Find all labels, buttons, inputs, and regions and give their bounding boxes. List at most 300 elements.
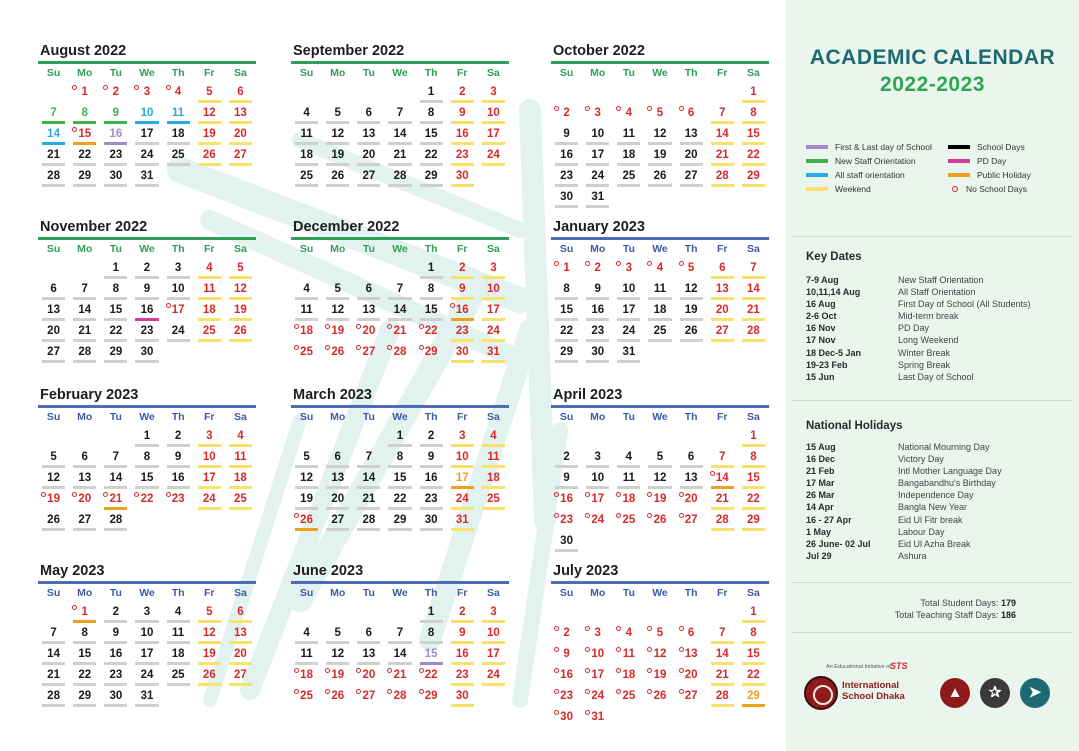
weekday-label: Su (46, 587, 61, 599)
school-marker (617, 142, 640, 145)
weekday-label: Su (46, 243, 61, 255)
day-cell (131, 687, 162, 708)
no-school-ring-icon (679, 106, 684, 111)
day-cell (676, 167, 707, 188)
school-marker (295, 142, 318, 145)
no-school-ring-icon (166, 85, 171, 90)
day-number: 31 (591, 711, 605, 723)
weekend-marker (482, 360, 505, 363)
day-number: 24 (140, 149, 154, 161)
legend-label: School Days (977, 142, 1025, 152)
day-cell (447, 687, 478, 708)
month-october-2022 (551, 42, 769, 209)
weekend-marker (742, 142, 765, 145)
day-number: 19 (653, 669, 667, 681)
day-number: 31 (455, 514, 469, 526)
day-number: 25 (622, 170, 636, 182)
day-cell (551, 490, 582, 511)
national-holidays-title: National Holidays (806, 420, 903, 432)
day-cell (131, 666, 162, 687)
empty-day-cell (707, 603, 738, 624)
school-marker (326, 507, 349, 510)
school-marker (73, 641, 96, 644)
day-number: 4 (303, 283, 310, 295)
legend-item-pd (948, 156, 1006, 166)
day-number: 27 (234, 669, 247, 681)
allstaff-marker (167, 121, 190, 124)
weekend-marker (742, 683, 765, 686)
school-marker (420, 121, 443, 124)
day-cell (100, 490, 131, 511)
day-number: 27 (47, 346, 60, 358)
day-number: 25 (300, 346, 313, 358)
day-cell (644, 687, 675, 708)
school-marker (555, 184, 578, 187)
day-cell (478, 624, 509, 645)
key-date-description: All Staff Orientation (898, 287, 976, 298)
day-cell (738, 666, 769, 687)
day-number: 22 (78, 149, 92, 161)
day-cell (100, 343, 131, 364)
day-number: 31 (140, 170, 154, 182)
day-cell (163, 125, 194, 146)
day-cell (416, 167, 447, 188)
day-cell (194, 448, 225, 469)
day-cell (676, 146, 707, 167)
weekend-marker (229, 100, 252, 103)
weekend-marker (711, 276, 734, 279)
weekend-marker (198, 142, 221, 145)
day-cell (384, 448, 415, 469)
day-number: 27 (715, 325, 729, 337)
school-marker (42, 339, 65, 342)
weekend-marker (451, 184, 474, 187)
week-row (291, 301, 509, 322)
weekday-label: Tu (622, 67, 635, 79)
empty-day-cell (194, 511, 225, 532)
no-school-ring-icon (294, 345, 299, 350)
day-cell (416, 603, 447, 624)
day-number: 26 (202, 149, 216, 161)
weekend-marker (229, 121, 252, 124)
day-number: 12 (653, 472, 667, 484)
day-cell (416, 666, 447, 687)
weekend-marker (198, 662, 221, 665)
weekend-marker (229, 163, 252, 166)
day-number: 13 (78, 472, 92, 484)
school-marker (586, 360, 609, 363)
day-number: 12 (684, 283, 698, 295)
day-number: 15 (78, 128, 92, 140)
weekday-label: Fr (204, 67, 215, 79)
day-number: 24 (591, 690, 605, 702)
empty-day-cell (38, 427, 69, 448)
weekday-label: Sa (746, 587, 760, 599)
empty-day-cell (738, 708, 769, 729)
day-number: 8 (750, 627, 757, 639)
school-marker (167, 683, 190, 686)
school-marker (357, 297, 380, 300)
key-date-date: 7-9 Aug (806, 275, 839, 285)
no-school-ring-icon (616, 492, 621, 497)
day-number: 14 (362, 472, 376, 484)
day-number: 30 (109, 690, 123, 702)
no-school-ring-icon (325, 689, 330, 694)
weekend-marker (482, 297, 505, 300)
weekday-label: We (652, 243, 668, 255)
day-number: 28 (393, 170, 407, 182)
empty-day-cell (353, 603, 384, 624)
school-marker (104, 704, 127, 707)
day-cell (551, 624, 582, 645)
day-number: 8 (81, 107, 88, 119)
day-number: 29 (560, 346, 573, 358)
day-number: 23 (109, 149, 123, 161)
day-cell (291, 280, 322, 301)
school-marker (42, 297, 65, 300)
day-cell (551, 322, 582, 343)
day-number: 28 (47, 690, 60, 702)
day-number: 20 (362, 669, 376, 681)
empty-day-cell (738, 343, 769, 364)
school-marker (104, 184, 127, 187)
school-marker (42, 465, 65, 468)
no-school-ring-icon (679, 513, 684, 518)
empty-day-cell (322, 259, 353, 280)
empty-day-cell (613, 532, 644, 553)
no-school-ring-icon (647, 689, 652, 694)
day-number: 9 (143, 283, 151, 295)
school-marker (104, 620, 127, 623)
day-number: 21 (393, 149, 407, 161)
day-number: 7 (81, 283, 88, 295)
day-cell (291, 301, 322, 322)
day-cell (613, 666, 644, 687)
weekday-label: Mo (590, 411, 606, 423)
day-cell (676, 666, 707, 687)
week-row (38, 645, 256, 666)
day-cell (478, 146, 509, 167)
week-row (551, 301, 769, 322)
day-number: 27 (684, 514, 698, 526)
day-number: 4 (303, 107, 310, 119)
day-cell (69, 167, 100, 188)
weekday-header (551, 584, 769, 603)
total-student-days (786, 598, 1016, 608)
day-number: 17 (140, 128, 154, 140)
school-marker (42, 704, 65, 707)
day-number: 22 (747, 149, 760, 161)
school-marker (73, 184, 96, 187)
no-school-ring-icon (585, 689, 590, 694)
week-row (291, 280, 509, 301)
day-cell (69, 687, 100, 708)
day-cell (225, 448, 256, 469)
day-number: 27 (684, 170, 698, 182)
week-row (291, 511, 509, 532)
day-number: 19 (684, 304, 698, 316)
day-cell (225, 490, 256, 511)
weekday-label: Fr (204, 411, 215, 423)
weekday-label: We (139, 411, 155, 423)
day-number: 8 (563, 283, 570, 295)
day-number: 13 (331, 472, 345, 484)
school-marker (135, 683, 158, 686)
school-marker (104, 662, 127, 665)
day-cell (582, 125, 613, 146)
day-number: 26 (684, 325, 698, 337)
weekday-label: We (392, 243, 408, 255)
weekday-label: Mo (330, 587, 346, 599)
day-cell (738, 167, 769, 188)
school-marker (420, 444, 443, 447)
day-cell (478, 322, 509, 343)
day-number: 5 (303, 451, 310, 463)
weekend-marker (451, 662, 474, 665)
weekend-marker (198, 121, 221, 124)
day-cell (551, 301, 582, 322)
holiday-description: Intl Mother Language Day (898, 466, 1002, 477)
weekday-label: Tu (109, 67, 122, 79)
day-cell (163, 624, 194, 645)
day-cell (738, 469, 769, 490)
empty-day-cell (225, 167, 256, 188)
day-cell (131, 322, 162, 343)
day-cell (738, 280, 769, 301)
day-cell (416, 125, 447, 146)
month-july-2023 (551, 562, 769, 729)
school-marker (586, 486, 609, 489)
weekday-label: Th (424, 587, 438, 599)
day-cell (131, 104, 162, 125)
day-number: 5 (50, 451, 57, 463)
day-cell (707, 511, 738, 532)
empty-day-cell (551, 603, 582, 624)
day-cell (225, 104, 256, 125)
day-number: 22 (424, 325, 438, 337)
day-number: 13 (362, 304, 376, 316)
day-cell (225, 645, 256, 666)
day-cell (194, 645, 225, 666)
day-cell (353, 490, 384, 511)
key-date-row (806, 310, 1068, 322)
day-number: 23 (424, 493, 438, 505)
day-number: 2 (459, 86, 466, 98)
day-number: 25 (202, 325, 216, 337)
school-marker (420, 163, 443, 166)
day-number: 7 (719, 451, 726, 463)
divider (792, 632, 1073, 633)
day-cell (322, 104, 353, 125)
weekend-marker (482, 507, 505, 510)
day-number: 17 (487, 128, 500, 140)
day-cell (478, 666, 509, 687)
day-cell (353, 280, 384, 301)
day-cell (163, 666, 194, 687)
day-cell (38, 322, 69, 343)
day-cell (225, 83, 256, 104)
day-number: 4 (303, 627, 310, 639)
school-marker (295, 641, 318, 644)
school-marker (326, 121, 349, 124)
weekday-label: Sa (233, 67, 247, 79)
day-number: 5 (206, 86, 213, 98)
no-school-ring-icon (294, 689, 299, 694)
day-number: 15 (560, 304, 573, 316)
school-marker (104, 528, 127, 531)
no-school-ring-icon (679, 647, 684, 652)
day-number: 6 (687, 627, 695, 639)
day-number: 8 (396, 451, 404, 463)
day-cell (69, 448, 100, 469)
school-marker (326, 184, 349, 187)
school-marker (357, 318, 380, 321)
day-number: 4 (625, 627, 633, 639)
day-number: 31 (591, 191, 605, 203)
day-cell (384, 167, 415, 188)
weekday-label: Mo (330, 411, 346, 423)
day-number: 13 (234, 627, 247, 639)
weekday-label: Th (684, 243, 698, 255)
day-number: 15 (747, 128, 760, 140)
day-cell (447, 427, 478, 448)
day-cell (225, 280, 256, 301)
day-number: 24 (591, 170, 605, 182)
week-row (291, 490, 509, 511)
day-number: 26 (653, 170, 667, 182)
day-cell (291, 167, 322, 188)
empty-day-cell (384, 83, 415, 104)
school-marker (295, 507, 318, 510)
month-title: October 2022 (553, 43, 645, 59)
day-cell (194, 280, 225, 301)
key-date-description: Last Day of School (898, 371, 974, 382)
day-number: 24 (591, 514, 605, 526)
weekday-label: We (139, 587, 155, 599)
legend-swatch-icon (806, 187, 828, 191)
week-row (38, 448, 256, 469)
day-number: 24 (202, 493, 216, 505)
key-date-date: 17 Nov (806, 335, 836, 346)
day-cell (707, 469, 738, 490)
empty-day-cell (69, 259, 100, 280)
day-cell (194, 146, 225, 167)
day-number: 7 (365, 451, 373, 463)
day-number: 4 (625, 107, 633, 119)
day-cell (676, 259, 707, 280)
empty-day-cell (291, 83, 322, 104)
holiday-description: Bangabandhu's Birthday (898, 478, 996, 489)
day-cell (38, 301, 69, 322)
weekend-marker (482, 142, 505, 145)
day-cell (582, 511, 613, 532)
weekend-marker (482, 276, 505, 279)
day-number: 8 (750, 107, 757, 119)
week-row (551, 259, 769, 280)
school-marker (617, 360, 640, 363)
day-cell (582, 280, 613, 301)
day-number: 1 (427, 262, 435, 274)
month-title: April 2023 (553, 387, 623, 403)
empty-day-cell (676, 708, 707, 729)
national-holidays-list (806, 441, 1068, 562)
day-number: 11 (300, 128, 313, 140)
day-cell (163, 645, 194, 666)
day-number: 9 (112, 107, 120, 119)
day-number: 23 (591, 325, 605, 337)
empty-day-cell (291, 427, 322, 448)
day-cell (322, 469, 353, 490)
day-cell (322, 624, 353, 645)
day-number: 3 (594, 627, 601, 639)
empty-day-cell (384, 259, 415, 280)
key-date-description: Winter Break (898, 347, 951, 358)
day-number: 30 (109, 170, 123, 182)
weekend-marker (198, 620, 221, 623)
legend-item-weekend (806, 184, 871, 194)
no-school-ring-icon (325, 668, 330, 673)
day-number: 31 (140, 690, 154, 702)
day-number: 3 (206, 430, 213, 442)
day-cell (291, 343, 322, 364)
school-marker (135, 184, 158, 187)
weekday-header (38, 64, 256, 83)
school-marker (420, 297, 443, 300)
no-school-ring-icon (647, 492, 652, 497)
weekday-label: Tu (622, 243, 635, 255)
day-cell (194, 125, 225, 146)
empty-day-cell (644, 83, 675, 104)
no-school-ring-icon (554, 689, 559, 694)
day-number: 12 (331, 648, 345, 660)
day-number: 4 (174, 606, 182, 618)
day-number: 26 (331, 690, 345, 702)
school-marker (42, 528, 65, 531)
day-number: 18 (234, 472, 247, 484)
day-number: 25 (300, 170, 313, 182)
day-cell (69, 301, 100, 322)
weekday-label: Su (46, 411, 61, 423)
day-cell (478, 448, 509, 469)
day-number: 17 (202, 472, 216, 484)
weekend-marker (742, 444, 765, 447)
day-cell (384, 511, 415, 532)
day-cell (676, 490, 707, 511)
school-marker (104, 318, 127, 321)
no-school-ring-icon (387, 689, 392, 694)
school-marker (586, 465, 609, 468)
weekend-marker (711, 184, 734, 187)
day-number: 25 (653, 325, 667, 337)
school-marker (555, 339, 578, 342)
day-cell (738, 259, 769, 280)
day-number: 3 (174, 262, 182, 274)
day-cell (163, 490, 194, 511)
day-cell (194, 666, 225, 687)
day-number: 9 (174, 451, 182, 463)
week-row (38, 687, 256, 708)
school-marker (555, 486, 578, 489)
day-cell (100, 259, 131, 280)
empty-day-cell (478, 687, 509, 708)
side-panel (786, 0, 1079, 751)
no-school-ring-icon (616, 689, 621, 694)
key-date-row (806, 322, 1068, 334)
school-marker (167, 465, 190, 468)
day-cell (447, 301, 478, 322)
weekend-marker (711, 142, 734, 145)
school-marker (73, 360, 96, 363)
